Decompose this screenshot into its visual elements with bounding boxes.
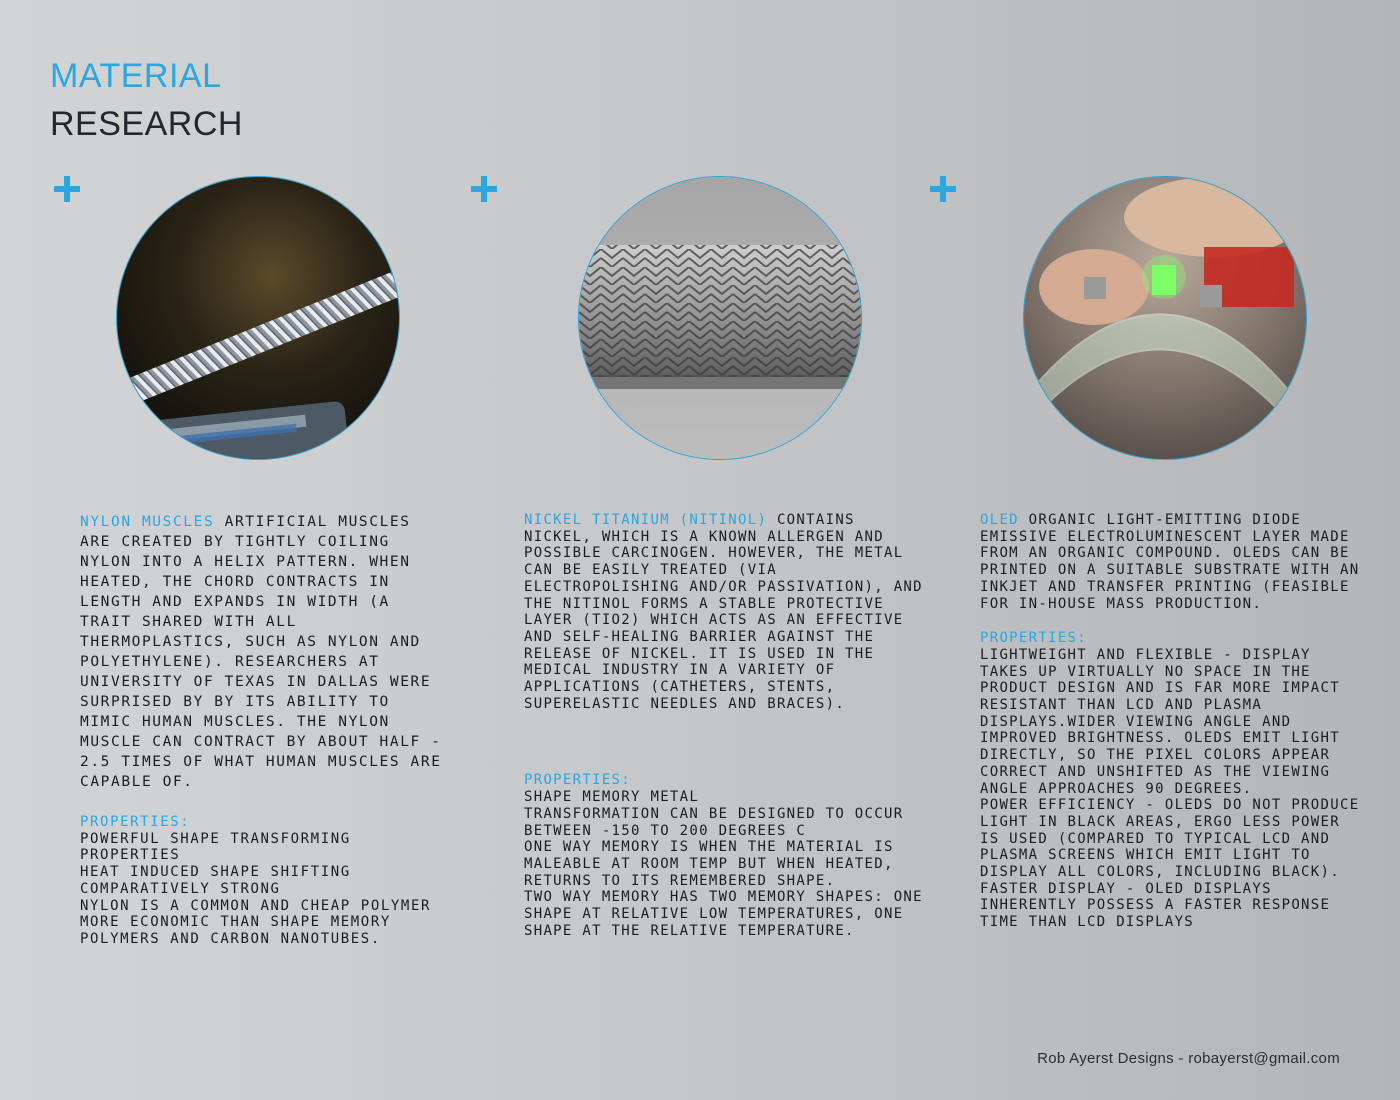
- oled-body: ORGANIC LIGHT-EMITTING DIODE EMISSIVE ELECTROLUMINESCENT LAYER MADE FROM AN ORGANIC COMPOUND. OLEDS CAN BE PRINTED ON A SUITABLE SUBSTRATE WITH AN INKJET AND TRANSFER PRINTING (FEASIBLE FOR IN-HOUSE MASS PRODUCTION.: [980, 512, 1360, 612]
- plus-icon: [54, 176, 80, 202]
- property-item: TWO WAY MEMORY HAS TWO MEMORY SHAPES: ONE SHAPE AT RELATIVE LOW TEMPERATURES, ONE SHAPE AT THE RELATIVE TEMPERATURE.: [524, 889, 923, 939]
- properties-label: PROPERTIES:: [524, 772, 632, 789]
- nylon-heading: NYLON MUSCLES: [80, 514, 215, 530]
- plus-icon: [930, 176, 956, 202]
- oled-properties: [980, 630, 1360, 931]
- property-item: POWER EFFICIENCY - OLEDS DO NOT PRODUCE LIGHT IN BLACK AREAS, ERGO LESS POWER IS USED (COMPARED TO TYPICAL LCD AND PLASMA SCREENS WHICH EMIT LIGHT TO DISPLAY ALL COLORS, INCLUDING BLACK).: [980, 797, 1360, 881]
- plus-icon: [471, 176, 497, 202]
- oled-description: [980, 512, 1360, 612]
- nylon-description: [80, 512, 450, 792]
- title-line-1: MATERIAL: [50, 57, 222, 95]
- property-item: FASTER DISPLAY - OLED DISPLAYS INHERENTLY POSSESS A FASTER RESPONSE TIME THAN LCD DISPLAYS: [980, 880, 1331, 931]
- property-item: SHAPE MEMORY METAL: [524, 789, 700, 806]
- oled-heading: OLED: [980, 512, 1019, 528]
- nylon-body: ARTIFICIAL MUSCLES ARE CREATED BY TIGHTLY COILING NYLON INTO A HELIX PATTERN. WHEN HEATED, THE CHORD CONTRACTS IN LENGTH AND EXPANDS IN WIDTH (A TRAIT SHARED WITH ALL THERMOPLASTICS, SUCH AS NYLON AND POLYETHYLENE). RESEARCHERS AT UNIVERSITY OF TEXAS IN DALLAS WERE SURPRISED BY BY ITS ABILITY TO MIMIC HUMAN MUSCLES. THE NYLON MUSCLE CAN CONTRACT BY ABOUT HALF - 2.5 TIMES OF WHAT HUMAN MUSCLES ARE CAPABLE OF.: [80, 514, 442, 790]
- property-item: NYLON IS A COMMON AND CHEAP POLYMER MORE ECONOMIC THAN SHAPE MEMORY POLYMERS AND CARBON NANOTUBES.: [80, 897, 432, 947]
- oled-column: [980, 512, 1360, 931]
- oled-image: [1023, 176, 1307, 460]
- nitinol-column: [524, 512, 924, 939]
- properties-label: PROPERTIES:: [80, 814, 191, 830]
- property-item: LIGHTWEIGHT AND FLEXIBLE - DISPLAY TAKES UP VIRTUALLY NO SPACE IN THE PRODUCT DESIGN AND IS FAR MORE IMPACT RESISTANT THAN LCD AND PLASMA DISPLAYS.WIDER VIEWING ANGLE AND IMPROVED BRIGHTNESS. OLEDS EMIT LIGHT DIRECTLY, SO THE PIXEL COLORS APPEAR CORRECT AND UNSHIFTED AS THE VIEWING ANGLE APPROACHES 90 DEGREES.: [980, 646, 1340, 797]
- property-item: COMPARATIVELY STRONG: [80, 880, 281, 897]
- property-item: TRANSFORMATION CAN BE DESIGNED TO OCCUR BETWEEN -150 TO 200 DEGREES C: [524, 805, 904, 839]
- properties-label: PROPERTIES:: [980, 630, 1088, 647]
- property-item: POWERFUL SHAPE TRANSFORMING PROPERTIES: [80, 830, 351, 864]
- nylon-column: [80, 512, 450, 948]
- property-item: ONE WAY MEMORY IS WHEN THE MATERIAL IS MALEABLE AT ROOM TEMP BUT WHEN HEATED, RETURNS TO ITS REMEMBERED SHAPE.: [524, 839, 894, 889]
- footer-credit: Rob Ayerst Designs - robayerst@gmail.com: [1037, 1050, 1340, 1067]
- nylon-muscle-image: [116, 176, 400, 460]
- page-title: [50, 52, 243, 148]
- property-item: HEAT INDUCED SHAPE SHIFTING: [80, 864, 351, 881]
- nitinol-image: [578, 176, 862, 460]
- nylon-properties: [80, 814, 450, 948]
- nitinol-description: [524, 512, 924, 712]
- nitinol-heading: NICKEL TITANIUM (NITINOL): [524, 512, 768, 528]
- nitinol-properties: [524, 772, 924, 939]
- nitinol-body: CONTAINS NICKEL, WHICH IS A KNOWN ALLERGEN AND POSSIBLE CARCINOGEN. HOWEVER, THE METAL CAN BE EASILY TREATED (VIA ELECTROPOLISHING AND/OR PASSIVATION), AND THE NITINOL FORMS A STABLE PROTECTIVE LAYER (TIO2) WHICH ACTS AS AN EFFECTIVE AND SELF-HEALING BARRIER AGAINST THE RELEASE OF NICKEL. IT IS USED IN THE MEDICAL INDUSTRY IN A VARIETY OF APPLICATIONS (CATHETERS, STENTS, SUPERELASTIC NEEDLES AND BRACES).: [524, 512, 923, 712]
- title-line-2: RESEARCH: [50, 105, 243, 143]
